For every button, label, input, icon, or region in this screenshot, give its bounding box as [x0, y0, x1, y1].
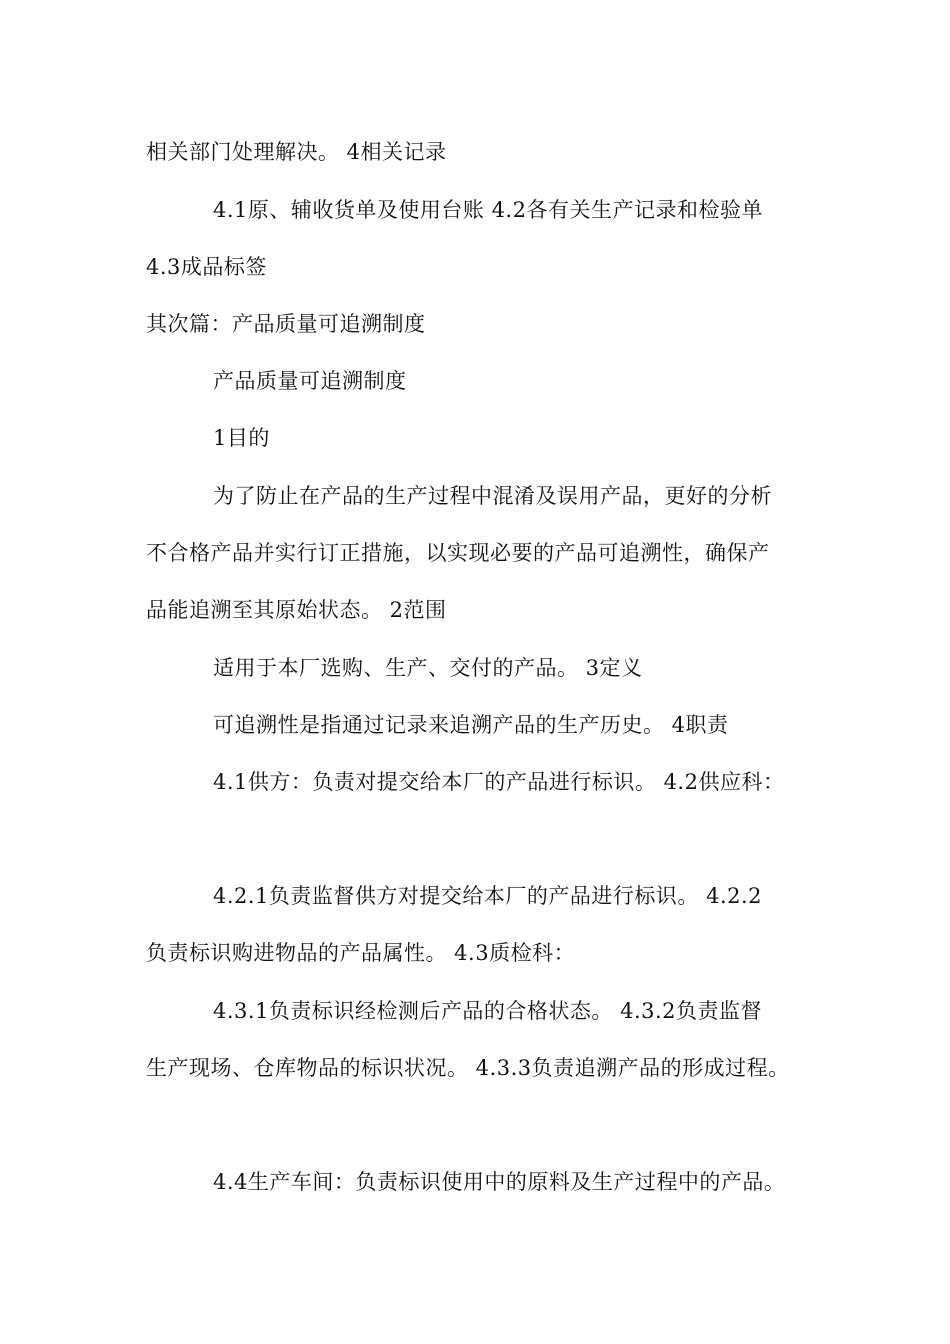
- paragraph-line-10: 适用于本厂选购、生产、交付的产品。 3定义: [213, 656, 643, 680]
- paragraph-line-8: 不合格产品并实行订正措施，以实现必要的产品可追溯性，确保产: [146, 541, 770, 565]
- paragraph-line-9: 品能追溯至其原始状态。 2范围: [146, 598, 447, 622]
- paragraph-line-15: 4.3.1负责标识经检测后产品的合格状态。 4.3.2负责监督: [213, 999, 763, 1023]
- paragraph-line-11: 可追溯性是指通过记录来追溯产品的生产历史。 4职责: [213, 713, 729, 737]
- paragraph-line-7: 为了防止在产品的生产过程中混淆及误用产品，更好的分析: [213, 484, 772, 508]
- paragraph-line-1: 相关部门处理解决。 4相关记录: [146, 140, 447, 164]
- paragraph-line-2: 4.1原、辅收货单及使用台账 4.2各有关生产记录和检验单: [213, 198, 763, 222]
- section-heading: 其次篇：产品质量可追溯制度: [146, 312, 426, 336]
- paragraph-line-14: 负责标识购进物品的产品属性。 4.3质检科：: [146, 941, 576, 965]
- paragraph-line-13: 4.2.1负责监督供方对提交给本厂的产品进行标识。 4.2.2: [213, 884, 763, 908]
- paragraph-line-12: 4.1供方：负责对提交给本厂的产品进行标识。 4.2供应科：: [213, 770, 785, 794]
- paragraph-line-16: 生产现场、仓库物品的标识状况。 4.3.3负责追溯产品的形成过程。: [146, 1056, 790, 1080]
- document-title: 产品质量可追溯制度: [213, 369, 407, 393]
- paragraph-line-17: 4.4生产车间：负责标识使用中的原料及生产过程中的产品。: [213, 1170, 786, 1194]
- subheading-purpose: 1目的: [213, 426, 270, 450]
- paragraph-line-3: 4.3成品标签: [146, 255, 267, 279]
